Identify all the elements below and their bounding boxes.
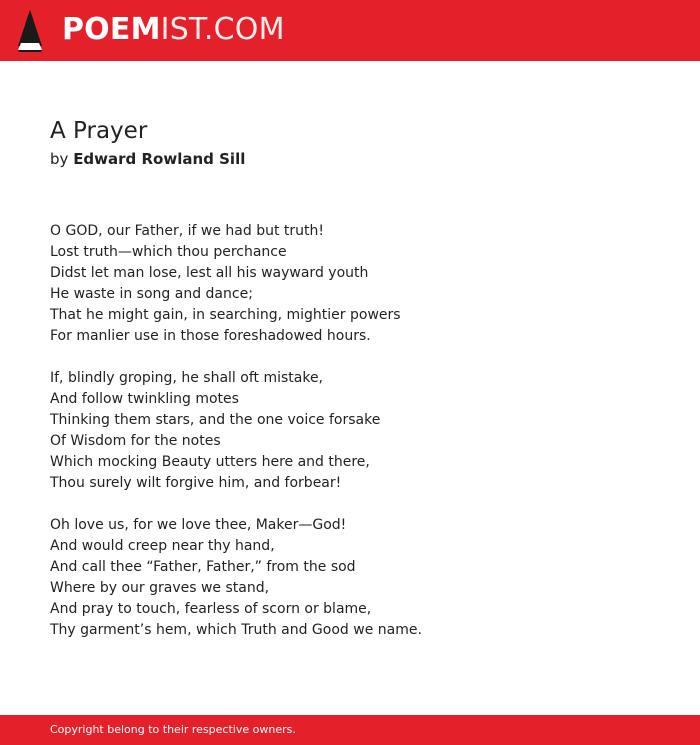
poem-line: O GOD, our Father, if we had but truth!: [50, 223, 325, 239]
poem-body: [50, 221, 650, 641]
poem-line: And would creep near thy hand,: [50, 538, 275, 554]
poem-line: Thinking them stars, and the one voice forsake: [50, 412, 381, 428]
poem-line: And call thee “Father, Father,” from the sod: [50, 559, 356, 575]
copyright-text: Copyright belong to their respective owners.: [50, 723, 296, 736]
poem-line: Thou surely wilt forgive him, and forbear!: [50, 475, 342, 491]
poem-line: Lost truth—which thou perchance: [50, 244, 287, 260]
site-logo-text[interactable]: [62, 12, 285, 48]
poem-line: And follow twinkling motes: [50, 391, 239, 407]
brand-light-text: IST.COM: [160, 12, 285, 47]
poem-line: And pray to touch, fearless of scorn or blame,: [50, 601, 372, 617]
poem-author: Edward Rowland Sill: [73, 150, 246, 168]
poem-line: If, blindly groping, he shall oft mistake,: [50, 370, 324, 386]
site-header: [0, 0, 700, 61]
poem-line: Thy garment’s hem, which Truth and Good we name.: [50, 622, 422, 638]
stanza-1: [50, 221, 650, 347]
stanza-2: [50, 368, 650, 494]
poem-line: Didst let man lose, lest all his wayward youth: [50, 265, 369, 281]
poem-byline: [50, 147, 650, 171]
poem-line: For manlier use in those foreshadowed hours.: [50, 328, 371, 344]
stanza-3: [50, 515, 650, 641]
poem-title: A Prayer: [50, 118, 148, 144]
poem-line: That he might gain, in searching, mightier powers: [50, 307, 401, 323]
brand-bold-text: POEM: [62, 12, 161, 47]
site-footer: [0, 715, 700, 745]
by-label: by: [50, 150, 69, 168]
poem-line: Of Wisdom for the notes: [50, 433, 221, 449]
poem-line: Where by our graves we stand,: [50, 580, 270, 596]
poem-line: He waste in song and dance;: [50, 286, 253, 302]
poem-line: Oh love us, for we love thee, Maker—God!: [50, 517, 347, 533]
pencil-tip-icon[interactable]: [17, 10, 43, 52]
poem-content: [50, 116, 650, 662]
poem-line: Which mocking Beauty utters here and there,: [50, 454, 370, 470]
